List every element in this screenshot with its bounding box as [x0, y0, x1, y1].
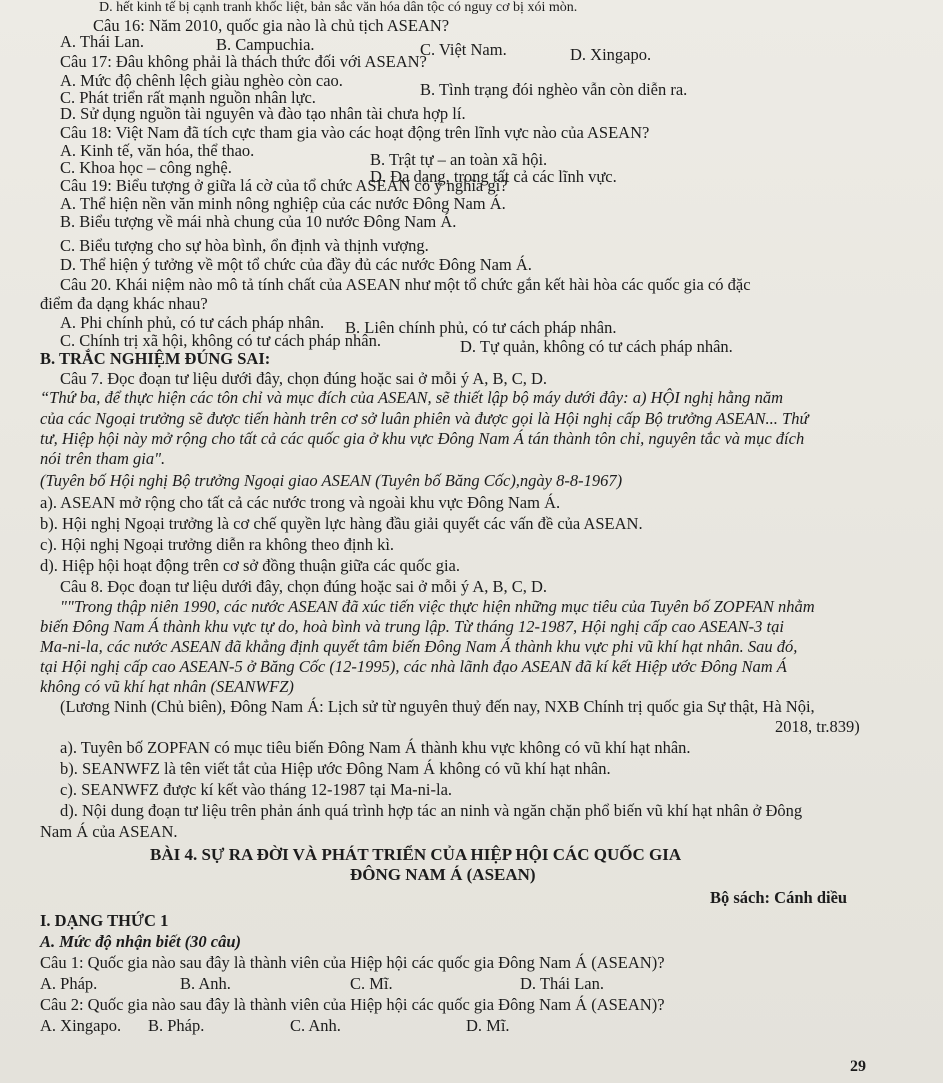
text-line-l15: D. Đa dạng, trong tất cả các lĩnh vực. — [370, 167, 617, 186]
text-line-l51: BÀI 4. SỰ RA ĐỜI VÀ PHÁT TRIỂN CỦA HIỆP HỘI CÁC QUỐC GIA — [150, 845, 682, 864]
text-line-l6: Câu 17: Đâu không phải là thách thức đối với ASEAN? — [60, 52, 427, 71]
text-line-l54: I. DẠNG THỨC 1 — [40, 911, 169, 930]
text-line-l39: ""Trong thập niên 1990, các nước ASEAN đã xúc tiến việc thực hiện những mục tiêu của Tuyên bố ZOPFAN nhằm — [60, 597, 815, 616]
text-line-l7: A. Mức độ chênh lệch giàu nghèo còn cao. — [60, 71, 343, 90]
text-line-l40: biến Đông Nam Á thành khu vực tự do, hoà bình và trung lập. Từ tháng 12-1987, Hội nghị cấp cao ASEAN-3 tại — [40, 617, 784, 636]
text-line-l37: d). Hiệp hội hoạt động trên cơ sở đồng thuận giữa các quốc gia. — [40, 556, 460, 575]
text-line-l52: ĐÔNG NAM Á (ASEAN) — [350, 865, 536, 884]
text-line-l60: D. Thái Lan. — [520, 974, 605, 993]
text-line-l61: Câu 2: Quốc gia nào sau đây là thành viên của Hiệp hội các quốc gia Đông Nam Á (ASEAN)? — [40, 995, 665, 1014]
text-line-l57: A. Pháp. — [40, 974, 98, 993]
text-line-l1: Câu 16: Năm 2010, quốc gia nào là chủ tịch ASEAN? — [93, 16, 450, 35]
text-line-l18: B. Biểu tượng về mái nhà chung của 10 nước Đông Nam Á. — [60, 212, 457, 231]
text-line-l43: không có vũ khí hạt nhân (SEANWFZ) — [40, 677, 294, 696]
text-line-l56: Câu 1: Quốc gia nào sau đây là thành viên của Hiệp hội các quốc gia Đông Nam Á (ASEAN)? — [40, 953, 665, 972]
text-line-l13: B. Trật tự – an toàn xã hội. — [370, 150, 548, 169]
text-line-l59: C. Mĩ. — [350, 974, 393, 993]
text-line-l65: D. Mĩ. — [466, 1016, 510, 1035]
text-line-l29: “Thứ ba, để thực hiện các tôn chỉ và mục đích của ASEAN, sẽ thiết lập bộ máy dưới đây: a) HỘI nghị hằng năm — [40, 388, 784, 407]
text-line-l27: B. TRẮC NGHIỆM ĐÚNG SAI: — [40, 349, 271, 368]
text-line-l55: A. Mức độ nhận biết (30 câu) — [40, 932, 242, 951]
text-line-l42: tại Hội nghị cấp cao ASEAN-5 ở Băng Cốc (12-1995), các nhà lãnh đạo ASEAN đã kí kết Hiệp ước Đông Nam Á — [40, 657, 787, 676]
text-line-l30: của các Ngoại trưởng sẽ được tiến hành trên cơ sở luân phiên và được gọi là Hội nghị cấp Bộ trưởng ASEAN... Thứ — [40, 409, 809, 428]
text-line-l14: C. Khoa học – công nghệ. — [60, 158, 232, 177]
text-line-l50: Nam Á của ASEAN. — [40, 822, 178, 841]
text-line-l41: Ma-ni-la, các nước ASEAN đã khẳng định quyết tâm biến Đông Nam Á thành khu vực phi vũ khí hạt nhân. Sau đó, — [40, 637, 798, 656]
text-line-l66: 29 — [850, 1058, 866, 1075]
text-line-l38: Câu 8. Đọc đoạn tư liệu dưới đây, chọn đúng hoặc sai ở mỗi ý A, B, C, D. — [60, 577, 548, 596]
text-line-l11: Câu 18: Việt Nam đã tích cực tham gia vào các hoạt động trên lĩnh vực nào của ASEAN? — [60, 123, 650, 142]
text-line-l20: D. Thể hiện ý tưởng về một tổ chức của đầy đủ các nước Đông Nam Á. — [60, 255, 532, 274]
text-line-l62: A. Xingapo. — [40, 1016, 122, 1035]
text-line-l17: A. Thể hiện nền văn minh nông nghiệp của các nước Đông Nam Á. — [60, 194, 506, 213]
text-line-l63: B. Pháp. — [148, 1016, 205, 1035]
text-line-l32: nói trên tham gia". — [40, 449, 166, 468]
text-line-l36: c). Hội nghị Ngoại trưởng diễn ra không theo định kì. — [40, 535, 395, 554]
text-line-l49: d). Nội dung đoạn tư liệu trên phản ánh quá trình hợp tác an ninh và ngăn chặn phổ biến vũ khí hạt nhân ở Đông — [60, 801, 803, 820]
text-line-l16: Câu 19: Biểu tượng ở giữa lá cờ của tổ chức ASEAN có ý nghĩa gì? — [60, 176, 508, 195]
text-line-l22: điểm đa dạng khác nhau? — [40, 294, 208, 313]
text-line-l58: B. Anh. — [180, 974, 231, 993]
text-line-l47: b). SEANWFZ là tên viết tắt của Hiệp ước Đông Nam Á không có vũ khí hạt nhân. — [60, 759, 611, 778]
text-line-l2: A. Thái Lan. — [60, 32, 145, 51]
text-line-l28: Câu 7. Đọc đoạn tư liệu dưới đây, chọn đúng hoặc sai ở mỗi ý A, B, C, D. — [60, 369, 548, 388]
text-line-l9: C. Phát triển rất mạnh nguồn nhân lực. — [60, 88, 316, 107]
text-line-l48: c). SEANWFZ được kí kết vào tháng 12-1987 tại Ma-ni-la. — [60, 780, 453, 799]
text-line-l5: D. Xingapo. — [570, 45, 652, 64]
text-line-l24: B. Liên chính phủ, có tư cách pháp nhân. — [345, 318, 617, 337]
text-line-l21: Câu 20. Khái niệm nào mô tả tính chất của ASEAN như một tổ chức gắn kết hài hòa các quốc gia có đặc — [60, 275, 751, 294]
text-line-l53: Bộ sách: Cánh diều — [710, 888, 848, 907]
text-line-l33: (Tuyên bố Hội nghị Bộ trưởng Ngoại giao ASEAN (Tuyên bố Băng Cốc),ngày 8-8-1967) — [40, 471, 623, 490]
text-line-l25: C. Chính trị xã hội, không có tư cách pháp nhân. — [60, 331, 382, 350]
text-line-l26: D. Tự quản, không có tư cách pháp nhân. — [460, 337, 733, 356]
text-line-l46: a). Tuyên bố ZOPFAN có mục tiêu biến Đông Nam Á thành khu vực không có vũ khí hạt nhân. — [60, 738, 691, 757]
text-line-l23: A. Phi chính phủ, có tư cách pháp nhân. — [60, 313, 325, 332]
text-line-l4: C. Việt Nam. — [420, 40, 507, 59]
text-line-l19: C. Biểu tượng cho sự hòa bình, ổn định và thịnh vượng. — [60, 236, 429, 255]
text-line-l45: 2018, tr.839) — [775, 717, 860, 736]
text-line-l34: a). ASEAN mở rộng cho tất cả các nước trong và ngoài khu vực Đông Nam Á. — [40, 493, 561, 512]
text-line-l31: tư, Hiệp hội này mở rộng cho tất cả các quốc gia ở khu vực Đông Nam Á tán thành tôn chỉ, nguyên tắc và mục đích — [40, 429, 805, 448]
text-line-l3: B. Campuchia. — [216, 35, 315, 54]
text-line-l35: b). Hội nghị Ngoại trưởng là cơ chế quyền lực hàng đầu giải quyết các vấn đề của ASEAN. — [40, 514, 643, 533]
text-line-l10: D. Sử dụng nguồn tài nguyên và đào tạo nhân tài chưa hợp lí. — [60, 104, 466, 123]
text-line-l44: (Lương Ninh (Chủ biên), Đông Nam Á: Lịch sử từ nguyên thuỷ đến nay, NXB Chính trị quốc gia Sự thật, Hà Nội, — [60, 697, 815, 716]
text-line-l12: A. Kinh tế, văn hóa, thể thao. — [60, 141, 255, 160]
text-line-l64: C. Anh. — [290, 1016, 341, 1035]
text-line-l0: D. hết kinh tế bị cạnh tranh khốc liệt, bản sắc văn hóa dân tộc có nguy cơ bị xói mòn. — [99, 0, 578, 15]
text-line-l8: B. Tình trạng đói nghèo vẫn còn diễn ra. — [420, 80, 688, 99]
